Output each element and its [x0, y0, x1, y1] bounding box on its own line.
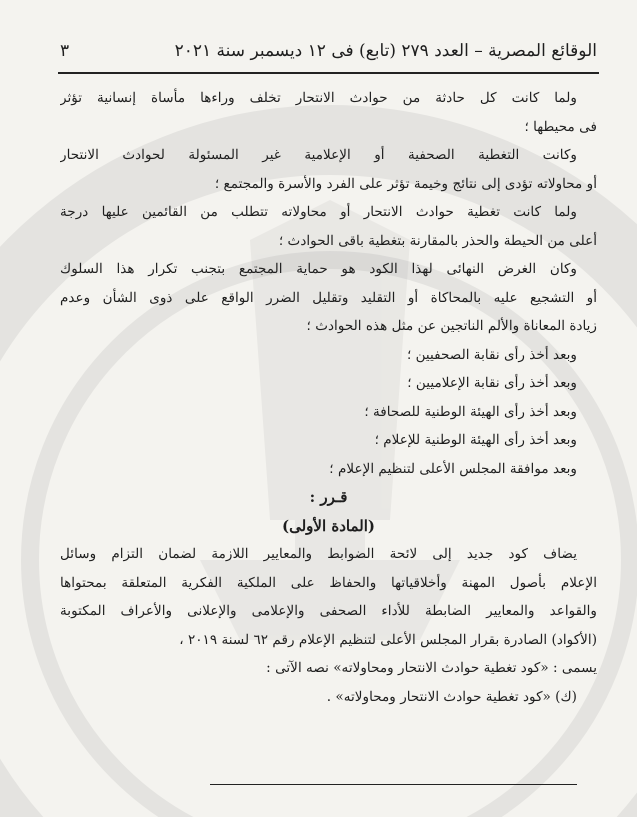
decision-heading: قـرر :	[309, 488, 348, 506]
article-heading: (المادة الأولى)	[282, 516, 375, 535]
paragraph-line: وبعد أخذ رأى الهيئة الوطنية للإعلام ؛	[374, 432, 577, 448]
paragraph-line: ولما كانت تغطية حوادث الانتحار أو محاولاته تتطلب من القائمين عليها درجة	[60, 204, 577, 220]
paragraph-line: والقواعد والمعايير الضابطة للأداء الصحفى والإعلامى والإعلانى والأعراف المكتوبة	[60, 603, 597, 619]
paragraph-line: وكان الغرض النهائى لهذا الكود هو حماية المجتمع بتجنب تكرار هذا السلوك	[60, 261, 577, 277]
paragraph-line: أعلى من الحيطة والحذر بالمقارنة بتغطية باقى الحوادث ؛	[278, 232, 597, 249]
paragraph-line: وبعد أخذ رأى نقابة الصحفيين ؛	[406, 346, 577, 363]
paragraph-line: وبعد موافقة المجلس الأعلى لتنظيم الإعلام ؛	[329, 460, 577, 477]
paragraph-line: يضاف كود جديد إلى لائحة الضوابط والمعايير اللازمة لضمان التزام وسائل	[60, 546, 577, 562]
paragraph-line: الإعلام بأصول المهنة وأخلاقياتها والحفاظ على الملكية الفكرية المتعلقة بمحتواها	[60, 574, 597, 591]
paragraph-line: ولما كانت كل حادثة من حوادث الانتحار تخلف وراءها مأساة إنسانية تؤثر	[60, 90, 577, 106]
paragraph-line: أو التشجيع عليه بالمحاكاة أو التقليد وتقليل الضرر الواقع على ذوى الشأن وعدم	[60, 289, 597, 306]
page-number: ٣	[60, 41, 70, 61]
header-divider	[58, 72, 599, 74]
paragraph-line: فى محيطها ؛	[524, 118, 597, 135]
paragraph-line: وبعد أخذ رأى الهيئة الوطنية للصحافة ؛	[364, 403, 577, 420]
paragraph-line: يسمى : «كود تغطية حوادث الانتحار ومحاولاته» نصه الآتى :	[266, 660, 597, 676]
paragraph-line: وبعد أخذ رأى نقابة الإعلاميين ؛	[407, 375, 577, 391]
page-header	[60, 36, 597, 66]
paragraph-line: أو محاولاته تؤدى إلى نتائج وخيمة تؤثر على الفرد والأسرة والمجتمع ؛	[214, 175, 597, 192]
code-title-line: (ك) «كود تغطية حوادث الانتحار ومحاولاته» .	[326, 688, 577, 705]
document-body	[60, 84, 597, 711]
header-title: الوقائع المصرية – العدد ٢٧٩ (تابع) فى ١٢ ديسمبر سنة ٢٠٢١	[174, 41, 597, 61]
paragraph-line: (الأكواد) الصادرة بقرار المجلس الأعلى لتنظيم الإعلام رقم ٦٢ لسنة ٢٠١٩ ،	[179, 631, 597, 648]
paragraph-line: زيادة المعاناة والألم الناتجين عن مثل هذه الحوادث ؛	[306, 318, 597, 334]
paragraph-line: وكانت التغطية الصحفية أو الإعلامية غير المسئولة لحوادث الانتحار	[60, 147, 577, 163]
underline-divider	[210, 784, 577, 785]
